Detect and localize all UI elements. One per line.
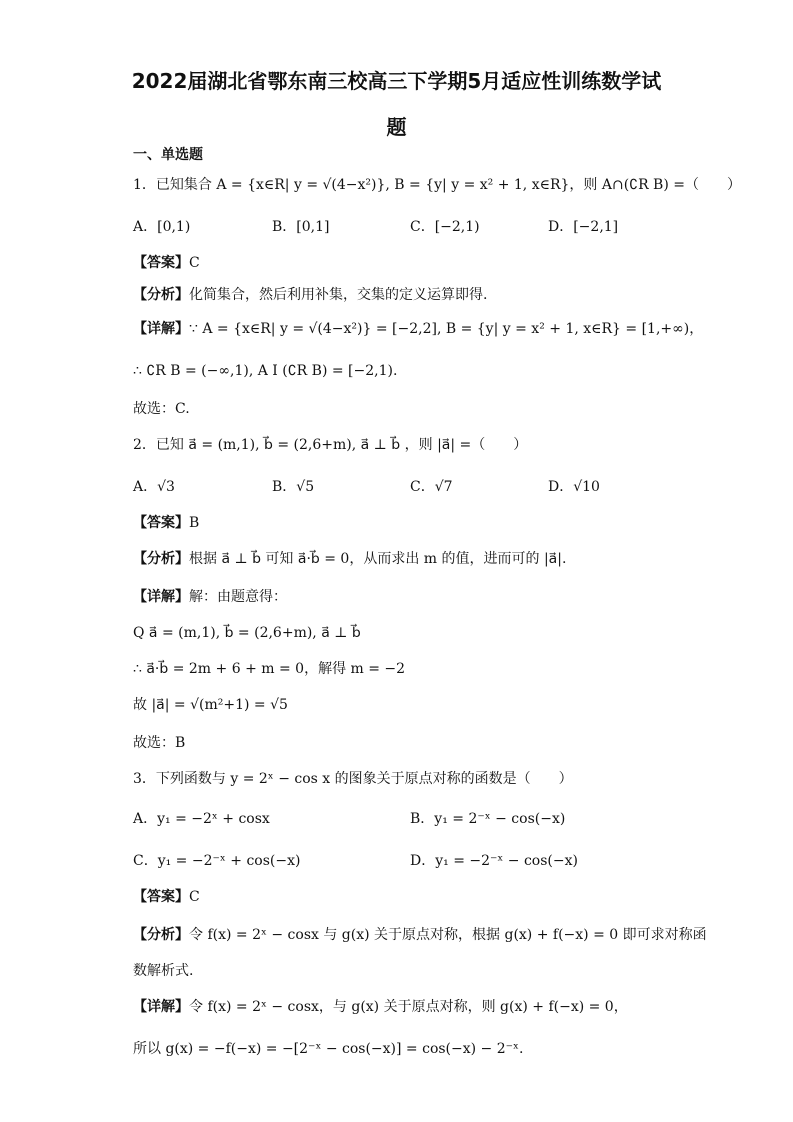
q1-analysis-text: 化简集合，然后利用补集，交集的定义运算即得. <box>189 287 488 303</box>
q2-answer-value: B <box>189 515 200 531</box>
q3-analysis-line-1: 令 f(x) = 2ˣ − cosx 与 g(x) 关于原点对称，根据 g(x) + f(−x) = 0 即可求对称函 <box>189 927 707 943</box>
q3-analysis-row <box>133 926 707 944</box>
q2-answer-tag: 【答案】 <box>133 515 189 531</box>
q3-detail-tag: 【详解】 <box>133 999 189 1015</box>
q2-option-c: C．√7 <box>410 479 453 495</box>
q2-option-a: A．√3 <box>133 479 175 495</box>
q2-detail-tag: 【详解】 <box>133 589 189 605</box>
q1-analysis-tag: 【分析】 <box>133 287 189 303</box>
q2-detail-line-1: 解：由题意得： <box>189 589 287 605</box>
q2-analysis-tag: 【分析】 <box>133 551 189 567</box>
q3-option-b: B．y₁ = 2⁻ˣ − cos(−x) <box>410 811 566 827</box>
q1-option-b: B．[0,1] <box>272 219 330 235</box>
q3-answer-row <box>133 888 200 906</box>
q3-detail-line-2: 所以 g(x) = −f(−x) = −[2⁻ˣ − cos(−x)] = cos(−x) − 2⁻ˣ. <box>133 1041 524 1057</box>
q3-answer-tag: 【答案】 <box>133 889 189 905</box>
q2-answer-row <box>133 514 199 532</box>
q1-answer-tag: 【答案】 <box>133 255 189 271</box>
q2-analysis-row <box>133 550 566 568</box>
q3-analysis-tag: 【分析】 <box>133 927 189 943</box>
q3-option-d: D．y₁ = −2⁻ˣ − cos(−x) <box>410 853 578 869</box>
q2-option-b: B．√5 <box>272 479 315 495</box>
q1-option-a: A．[0,1) <box>133 219 191 235</box>
q1-detail-row <box>133 320 703 338</box>
q1-analysis-row <box>133 286 487 304</box>
q3-analysis-line-2: 数解析式. <box>133 963 194 979</box>
q1-detail-line-2: ∴ ∁R B = (−∞,1), A I (∁R B) = [−2,1). <box>133 363 398 379</box>
document-title-line-2: 题 <box>386 115 407 139</box>
q3-stem: 3．下列函数与 y = 2ˣ − cos x 的图象关于原点对称的函数是（ ） <box>133 771 573 787</box>
q1-detail-tag: 【详解】 <box>133 321 189 337</box>
q3-option-a: A．y₁ = −2ˣ + cosx <box>133 811 270 827</box>
q2-detail-line-2: Q a⃗ = (m,1), b⃗ = (2,6+m), a⃗ ⊥ b⃗ <box>133 625 361 641</box>
q3-detail-row <box>133 998 628 1016</box>
q1-option-c: C．[−2,1) <box>410 219 480 235</box>
q2-detail-line-4: 故 |a⃗| = √(m²+1) = √5 <box>133 697 288 713</box>
q3-option-c: C．y₁ = −2⁻ˣ + cos(−x) <box>133 853 301 869</box>
section-heading: 一、单选题 <box>133 147 203 163</box>
q1-option-d: D．[−2,1] <box>548 219 619 235</box>
q1-conclusion: 故选：C. <box>133 401 190 417</box>
document-title-line-1: 2022届湖北省鄂东南三校高三下学期5月适应性训练数学试 <box>131 69 662 93</box>
q2-option-d: D．√10 <box>548 479 600 495</box>
q2-conclusion: 故选：B <box>133 735 186 751</box>
q1-answer-value: C <box>189 255 200 271</box>
q3-detail-line-1: 令 f(x) = 2ˣ − cosx，与 g(x) 关于原点对称，则 g(x) + f(−x) = 0， <box>189 999 628 1015</box>
q1-detail-line-1: ∵ A = {x∈R| y = √(4−x²)} = [−2,2], B = {y| y = x² + 1, x∈R} = [1,+∞)， <box>189 321 704 337</box>
q1-stem: 1．已知集合 A = {x∈R| y = √(4−x²)}, B = {y| y = x² + 1, x∈R}，则 A∩(∁R B) =（ ） <box>133 177 741 193</box>
q2-stem: 2．已知 a⃗ = (m,1), b⃗ = (2,6+m), a⃗ ⊥ b⃗ ，则 |a⃗| =（ ） <box>133 437 528 453</box>
q3-answer-value: C <box>189 889 200 905</box>
q2-detail-row <box>133 588 287 606</box>
q1-answer-row <box>133 254 200 272</box>
q2-analysis-text: 根据 a⃗ ⊥ b⃗ 可知 a⃗·b⃗ = 0，从而求出 m 的值，进而可的 |a⃗|. <box>189 551 567 567</box>
q2-detail-line-3: ∴ a⃗·b⃗ = 2m + 6 + m = 0，解得 m = −2 <box>133 661 406 677</box>
